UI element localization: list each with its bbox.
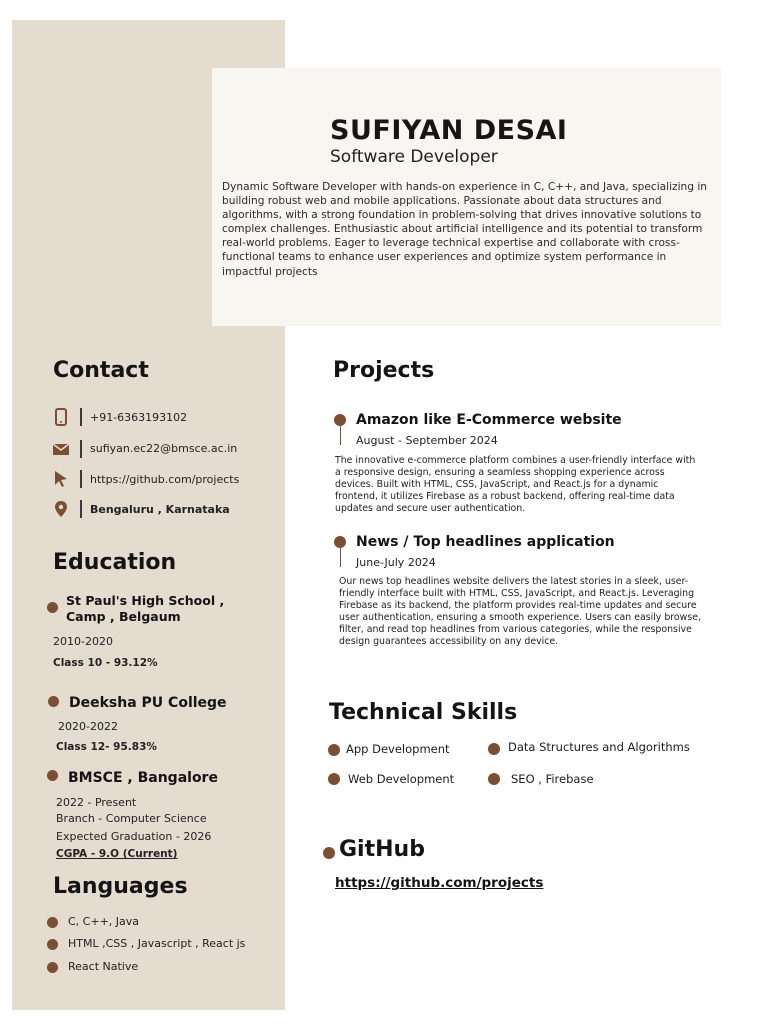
language-item: C, C++, Java xyxy=(68,915,140,928)
bullet-dot xyxy=(48,696,59,707)
school-years: 2010-2020 xyxy=(53,635,113,648)
language-item: React Native xyxy=(68,960,139,973)
profile-summary: Dynamic Software Developer with hands-on experience in C, C++, and Java, specializing in building robust web and mobile applications. Passionate about data structures and algorithms, with a strong foundation in problem-solving that drives innovative solutions to complex challenges. Enthusiastic about artificial intelligence and its potential to transform real-world problems. Eager to leverage technical expertise and collaborate with cross-functional teams to enhance user experiences and optimize system performance in impactful projects xyxy=(222,181,708,278)
contact-separator xyxy=(80,440,82,458)
contact-separator xyxy=(80,408,82,426)
project-date: August - September 2024 xyxy=(356,434,498,447)
bullet-dot xyxy=(47,939,58,950)
resume-role: Software Developer xyxy=(330,147,498,167)
college-years: 2020-2022 xyxy=(58,720,118,733)
project-marker-dot xyxy=(334,536,346,548)
skill-item: App Development xyxy=(346,742,450,756)
contact-phone: +91-6363193102 xyxy=(90,411,188,424)
bullet-dot xyxy=(323,847,335,859)
college-result: Class 12- 95.83% xyxy=(56,741,157,753)
school-name-line1: St Paul's High School , xyxy=(66,593,225,608)
location-pin-icon xyxy=(52,500,70,518)
contact-separator xyxy=(80,470,82,488)
project-title: Amazon like E-Commerce website xyxy=(356,412,622,428)
project-marker-line xyxy=(340,426,341,445)
skill-item: Web Development xyxy=(348,772,455,786)
college-name: Deeksha PU College xyxy=(69,695,227,711)
language-item: HTML ,CSS , Javascript , React js xyxy=(68,937,246,950)
contact-separator xyxy=(80,500,82,518)
bullet-dot xyxy=(488,743,500,755)
languages-heading: Languages xyxy=(53,874,188,899)
bullet-dot xyxy=(47,917,58,928)
project-description: The innovative e-commerce platform combines a user-friendly interface with a responsive design, ensuring a seamless shopping experience across devices. Built with HTML, CSS, JavaScript, and React.js for a dynamic frontend, it utilizes Firebase as a robust backend, offering real-time data updates and secure user authentication. xyxy=(335,455,696,514)
university-branch: Branch - Computer Science xyxy=(56,812,207,825)
project-date: June-July 2024 xyxy=(356,556,436,569)
projects-heading: Projects xyxy=(333,358,435,383)
bullet-dot xyxy=(47,770,58,781)
university-name: BMSCE , Bangalore xyxy=(68,770,218,786)
university-years: 2022 - Present xyxy=(56,796,137,809)
cursor-icon xyxy=(52,470,70,488)
mail-icon xyxy=(52,440,70,458)
project-title: News / Top headlines application xyxy=(356,534,615,550)
education-heading: Education xyxy=(53,550,177,575)
bullet-dot xyxy=(488,773,500,785)
skill-item: SEO , Firebase xyxy=(511,772,594,786)
phone-icon xyxy=(52,408,70,426)
school-result: Class 10 - 93.12% xyxy=(53,657,158,669)
contact-email[interactable]: sufiyan.ec22@bmsce.ac.in xyxy=(90,442,238,455)
github-link[interactable]: https://github.com/projects xyxy=(335,875,544,891)
resume-name: SUFIYAN DESAI xyxy=(330,115,568,146)
contact-location: Bengaluru , Karnataka xyxy=(90,503,230,516)
bullet-dot xyxy=(47,962,58,973)
bullet-dot xyxy=(47,602,58,613)
school-name-line2: Camp , Belgaum xyxy=(66,609,181,624)
skill-item: Data Structures and Algorithms xyxy=(508,740,690,754)
skills-heading: Technical Skills xyxy=(329,700,518,725)
project-marker-line xyxy=(340,548,341,567)
project-marker-dot xyxy=(334,414,346,426)
contact-heading: Contact xyxy=(53,358,149,383)
github-heading: GitHub xyxy=(339,837,425,862)
university-graduation: Expected Graduation - 2026 xyxy=(56,830,212,843)
contact-github[interactable]: https://github.com/projects xyxy=(90,473,240,486)
university-cgpa: CGPA - 9.O (Current) xyxy=(56,848,178,860)
bullet-dot xyxy=(328,744,340,756)
project-description: Our news top headlines website delivers the latest stories in a sleek, user-friendly interface built with HTML, CSS, JavaScript, and React.js. Leveraging Firebase as its backend, the platform provides real-time updates and secure user authentication, ensuring a smooth experience. Users can easily browse, filter, and read top headlines from various categories, while the responsive design guarantees accessibility on any device. xyxy=(339,576,701,647)
bullet-dot xyxy=(328,773,340,785)
